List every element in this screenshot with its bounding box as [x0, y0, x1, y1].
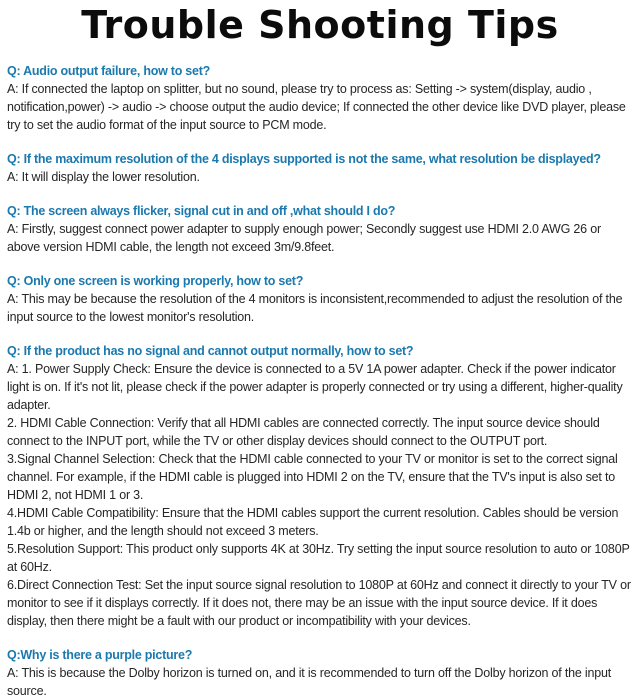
- faq-answer: [7, 290, 633, 326]
- faq-item: [7, 342, 633, 630]
- page-title: Trouble Shooting Tips: [81, 3, 559, 47]
- faq-item: [7, 272, 633, 326]
- faq-answer-line: A: This may be because the resolution of the 4 monitors is inconsistent,recommended to adjust the resolution of the input source to the lowest monitor's resolution.: [7, 292, 623, 324]
- faq-answer: [7, 220, 633, 256]
- faq-question: Q: The screen always flicker, signal cut in and off ,what should I do?: [7, 204, 396, 218]
- faq-answer-line: 3.Signal Channel Selection: Check that the HDMI cable connected to your TV or monitor is set to the correct signal channel. For example, if the HDMI cable is plugged into HDMI 2 on the TV, ensure that the TV's input is also set to HDMI 2, not HDMI 1 or 3.: [7, 452, 618, 502]
- faq-answer-line: 4.HDMI Cable Compatibility: Ensure that the HDMI cables support the current resolution. Cables should be version 1.4b or higher, and the length should not exceed 3 meters.: [7, 506, 619, 538]
- faq-answer: [7, 80, 633, 134]
- faq-question: Q: If the product has no signal and cannot output normally, how to set?: [7, 344, 414, 358]
- faq-question: Q: Audio output failure, how to set?: [7, 64, 211, 78]
- faq-question: Q: Only one screen is working properly, how to set?: [7, 274, 304, 288]
- faq-list: [7, 62, 633, 700]
- faq-answer-line: A: If connected the laptop on splitter, but no sound, please try to process as: Setting -> system(display, audio , notification,power) -> audio -> choose output the audio device; If connected the other device like DVD player, please try to set the audio format of the input source to PCM mode.: [7, 82, 626, 132]
- faq-question: Q:Why is there a purple picture?: [7, 648, 193, 662]
- faq-item: [7, 62, 633, 134]
- faq-answer: [7, 168, 633, 186]
- faq-item: [7, 202, 633, 256]
- faq-answer-line: 2. HDMI Cable Connection: Verify that all HDMI cables are connected correctly. The input source device should connect to the INPUT port, while the TV or other display devices should connect to the OUTPUT port.: [7, 416, 600, 448]
- faq-item: [7, 150, 633, 186]
- faq-answer-line: 5.Resolution Support: This product only supports 4K at 30Hz. Try setting the input source resolution to auto or 1080P at 60Hz.: [7, 542, 630, 574]
- faq-answer: [7, 360, 633, 630]
- faq-answer-line: 6.Direct Connection Test: Set the input source signal resolution to 1080P at 60Hz and connect it directly to your TV or monitor to see if it displays correctly. If it does not, there may be an issue with the input source device. If it does display, then there might be a fault with our product or incompatibility with your devices.: [7, 578, 631, 628]
- faq-answer: [7, 664, 633, 700]
- faq-item: [7, 646, 633, 700]
- faq-answer-line: A: This is because the Dolby horizon is turned on, and it is recommended to turn off the Dolby horizon of the input source.: [7, 666, 611, 698]
- faq-question: Q: If the maximum resolution of the 4 displays supported is not the same, what resolution be displayed?: [7, 152, 601, 166]
- faq-answer-line: A: 1. Power Supply Check: Ensure the device is connected to a 5V 1A power adapter. Check if the power indicator light is on. If it's not lit, please check if the power adapter is properly connected or try using a different, higher-quality adapter.: [7, 362, 623, 412]
- faq-answer-line: A: It will display the lower resolution.: [7, 170, 200, 184]
- faq-answer-line: A: Firstly, suggest connect power adapter to supply enough power; Secondly suggest use HDMI 2.0 AWG 26 or above version HDMI cable, the length not exceed 3m/9.8feet.: [7, 222, 601, 254]
